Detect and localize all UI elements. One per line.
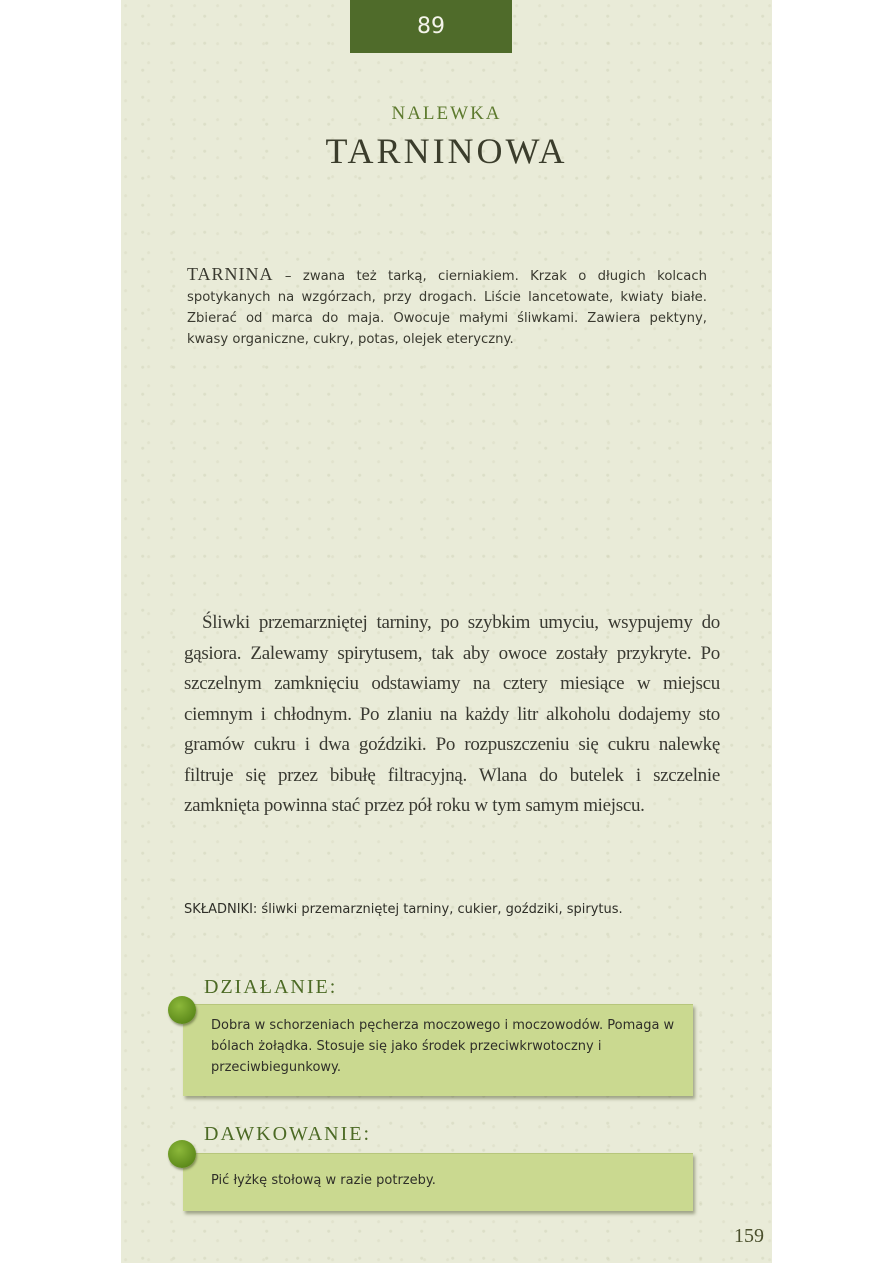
bullet-dot-icon [168,996,196,1024]
plant-description [187,264,707,350]
action-heading: DZIAŁANIE: [204,976,338,998]
dosage-box [183,1153,693,1211]
action-text: Dobra w schorzeniach pęcherza moczowego i moczowodów. Pomaga w bólach żołądka. Stosuje się jako środek przeciwkrwotoczny i przeciwbiegunkowy. [211,1018,675,1075]
bullet-dot-icon [168,1140,196,1168]
recipe-number-badge: 89 [350,0,512,53]
recipe-subtitle: NALEWKA [391,103,502,124]
book-page [121,0,772,1263]
plant-description-text: – zwana też tarką, cierniakiem. Krzak o długich kolcach spotykanych na wzgórzach, przy drogach. Liście lancetowate, kwiaty białe. Zbierać od marca do maja. Owocuje małymi śliwkami. Zawiera pektyny, kwasy organiczne, cukry, potas, olejek eteryczny. [187,269,707,347]
dosage-heading: DAWKOWANIE: [204,1123,372,1145]
ingredients-label: SKŁADNIKI: [184,902,258,917]
preparation-method: Śliwki przemarzniętej tarniny, po szybkim umyciu, wsypujemy do gąsiora. Zalewamy spirytusem, tak aby owoce zostały przykryte. Po szczelnym zamknięciu odstawiamy na cztery miesiące w miejscu ciemnym i chłodnym. Po zlaniu na każdy litr alkoholu dodajemy sto gramów cukru i dwa goździki. Po rozpuszczeniu się cukru nalewkę filtruje się przez bibułę filtracyjną. Wlana do butelek i szczelnie zamknięta powinna stać przez pół roku w tym samym miejscu. [184,612,720,816]
ingredients [184,902,744,917]
ingredients-text: śliwki przemarzniętej tarniny, cukier, goździki, spirytus. [257,902,623,917]
recipe-title: TARNINOWA [325,131,568,171]
plant-name: TARNINA [187,264,274,284]
action-box [183,1004,693,1096]
dosage-text: Pić łyżkę stołową w razie potrzeby. [211,1173,436,1188]
page-number: 159 [734,1225,764,1247]
